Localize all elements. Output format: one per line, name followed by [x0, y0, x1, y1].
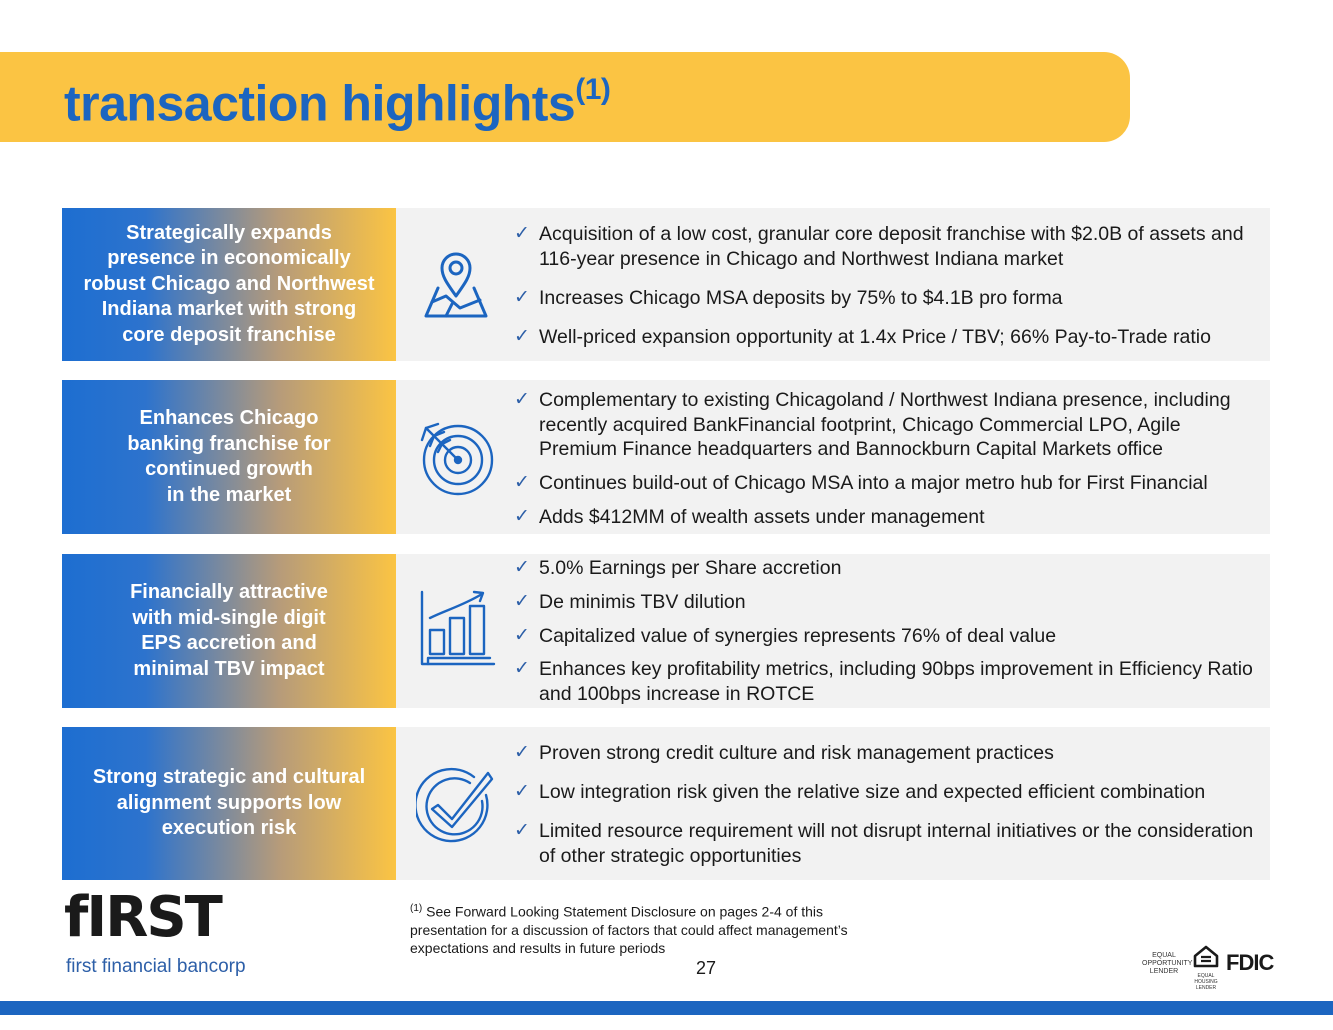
checkmark-icon: ✓ — [514, 625, 530, 646]
bullet-item: ✓ Complementary to existing Chicagoland / Northwest Indiana presence, including recently acquired BankFinancial footprint, Chicago Commercial LPO, Agile Premium Finance headquarters and Bannockburn Capital Markets office — [514, 389, 1231, 460]
checkmark-icon: ✓ — [514, 658, 530, 679]
checkmark-icon: ✓ — [514, 389, 530, 410]
footnote-marker: (1) — [410, 903, 423, 914]
page-number: 27 — [696, 958, 717, 978]
bullet-item: ✓ Capitalized value of synergies represents 76% of deal value — [514, 625, 1057, 647]
bullet-item: ✓ Acquisition of a low cost, granular core deposit franchise with $2.0B of assets and 116-year presence in Chicago and Northwest Indiana market — [514, 223, 1244, 270]
row-body — [396, 727, 1270, 880]
bottom-bar — [0, 1001, 1333, 1015]
bullet-item: ✓ Enhances key profitability metrics, including 90bps improvement in Efficiency Ratio and 100bps increase in ROTCE — [514, 658, 1253, 705]
row-body — [396, 208, 1270, 361]
row-label: Financially attractive with mid-single digit EPS accretion and minimal TBV impact — [62, 554, 396, 708]
growth-chart-icon — [416, 588, 496, 668]
footnote: $^{(1)}$ See Forward Looking Statement Disclosure on pages 2-4 of this presentation for a discussion of factors that could affect management’s expectations and results in future periods — [410, 903, 848, 956]
highlight-row-3 — [62, 554, 1270, 708]
company-logo: fIRST — [64, 885, 221, 950]
bullet-item: ✓ Increases Chicago MSA deposits by 75% to $4.1B pro forma — [514, 287, 1063, 309]
checkmark-icon: ✓ — [514, 742, 530, 763]
title-superscript: (1) — [575, 73, 611, 106]
checkmark-icon: ✓ — [514, 506, 530, 527]
bullet-item: ✓ 5.0% Earnings per Share accretion — [514, 557, 842, 579]
row-body — [396, 380, 1270, 534]
equal-housing-lender: EQUAL HOUSING LENDER — [1190, 944, 1222, 991]
equal-opportunity-lender: EQUAL OPPORTUNITY LENDER — [1142, 952, 1193, 975]
checkmark-icon: ✓ — [514, 820, 530, 841]
checkmark-icon: ✓ — [514, 557, 530, 578]
checkmark-icon: ✓ — [514, 223, 530, 244]
page-title: transaction highlights$^{(1)}$ — [64, 73, 611, 132]
map-pin-icon — [416, 246, 496, 326]
equal-housing-icon — [1192, 944, 1220, 968]
target-arrow-icon — [416, 418, 496, 498]
bullet-item: ✓ Well-priced expansion opportunity at 1.4x Price / TBV; 66% Pay-to-Trade ratio — [514, 326, 1211, 348]
checkmark-icon: ✓ — [514, 472, 530, 493]
bullet-item: ✓ De minimis TBV dilution — [514, 591, 746, 613]
checkmark-icon: ✓ — [514, 326, 530, 347]
bullet-item: ✓ Limited resource requirement will not disrupt internal initiatives or the consideration of other strategic opportunities — [514, 820, 1254, 867]
checkmark-icon: ✓ — [514, 781, 530, 802]
highlight-row-1 — [62, 208, 1270, 361]
checkmark-icon: ✓ — [514, 591, 530, 612]
bullet-item: ✓ Low integration risk given the relative size and expected efficient combination — [514, 781, 1206, 803]
company-name: first financial bancorp — [66, 956, 246, 977]
row-label: Strong strategic and cultural alignment supports low execution risk — [62, 727, 396, 880]
check-circle-icon — [416, 765, 496, 845]
row-body — [396, 554, 1270, 708]
row-label: Enhances Chicago banking franchise for continued growth in the market — [62, 380, 396, 534]
highlight-row-2 — [62, 380, 1270, 534]
bullet-item: ✓ Continues build-out of Chicago MSA into a major metro hub for First Financial — [514, 472, 1208, 494]
highlight-row-4 — [62, 727, 1270, 880]
row-label: Strategically expands presence in economically robust Chicago and Northwest Indiana market with strong core deposit franchise — [62, 208, 396, 361]
checkmark-icon: ✓ — [514, 287, 530, 308]
fdic-logo: FDIC — [1226, 950, 1274, 975]
bullet-item: ✓ Proven strong credit culture and risk management practices — [514, 742, 1054, 764]
bullet-item: ✓ Adds $412MM of wealth assets under management — [514, 506, 985, 528]
